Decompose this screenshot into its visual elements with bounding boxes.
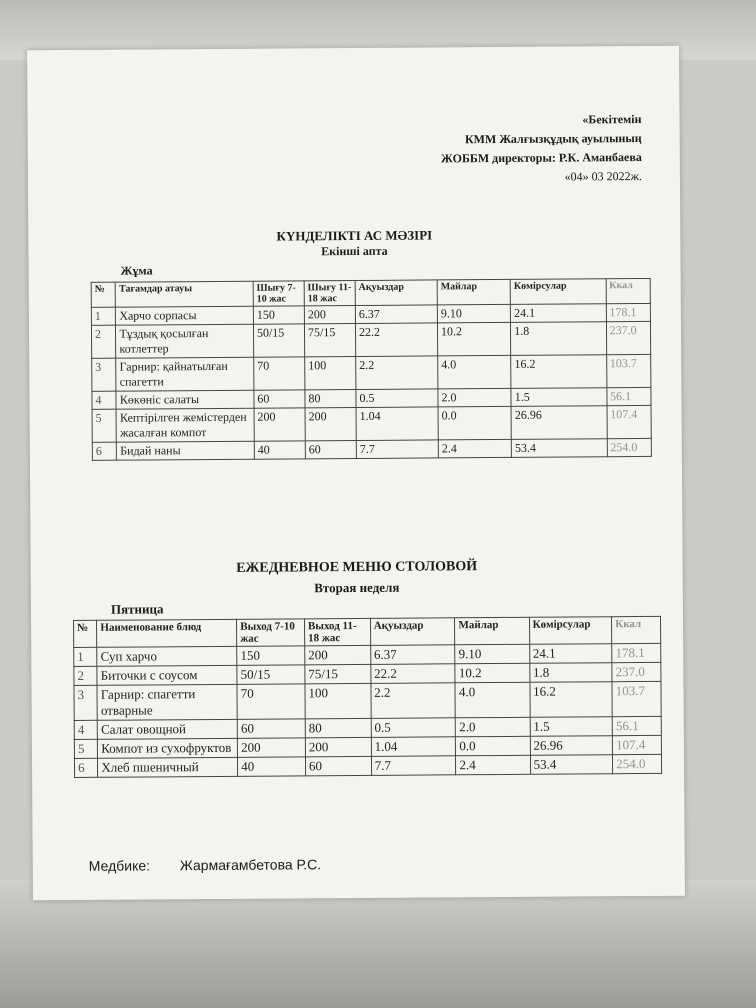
table-cell: 200 xyxy=(305,407,356,440)
table-cell: 107.4 xyxy=(613,735,662,754)
table-cell: 24.1 xyxy=(511,304,606,323)
kz-menu-table xyxy=(91,278,652,461)
table-cell: 200 xyxy=(254,408,305,441)
table-cell: 9.10 xyxy=(437,304,510,323)
kz-day-label: Жұма xyxy=(120,263,153,278)
signature-footer xyxy=(89,856,347,874)
table-cell: 56.1 xyxy=(606,387,651,405)
approval-line-1: «Бекітемін xyxy=(582,111,642,127)
table-cell: 40 xyxy=(238,757,306,776)
kz-header-cell: Ақуыздар xyxy=(355,280,437,306)
table-cell: 4.0 xyxy=(455,682,529,718)
table-cell: 10.2 xyxy=(437,322,510,356)
table-cell: 200 xyxy=(305,645,371,664)
ru-header-cell: Наименование блюд xyxy=(97,619,237,647)
table-cell: 200 xyxy=(304,306,355,324)
table-cell: 2.2 xyxy=(371,683,456,719)
menu-document-page xyxy=(27,46,685,901)
ru-header-cell: Ккал xyxy=(612,616,661,643)
approval-date: «04» 03 2022ж. xyxy=(564,168,642,184)
table-cell: 2.4 xyxy=(456,755,530,775)
table-cell: Хлеб пшеничный xyxy=(98,757,238,777)
table-cell: 1 xyxy=(91,307,116,325)
table-cell: 254.0 xyxy=(607,438,652,456)
table-cell: 107.4 xyxy=(607,405,652,438)
table-cell: 3 xyxy=(74,685,98,720)
ru-header-cell: Выход 11-18 жас xyxy=(304,618,370,645)
table-cell: 1.5 xyxy=(511,388,606,407)
table-cell: 6 xyxy=(74,758,97,777)
nurse-label: Медбике: xyxy=(88,857,151,874)
approval-block xyxy=(441,110,642,187)
table-cell: 80 xyxy=(305,389,356,407)
table-cell: 1.8 xyxy=(511,322,607,356)
table-cell: 0.0 xyxy=(456,736,530,756)
table-cell: Тұздық қосылған котлеттер xyxy=(116,324,254,358)
table-cell: Харчо сорпасы xyxy=(116,306,254,325)
table-cell: 237.0 xyxy=(612,662,661,681)
ru-menu-table xyxy=(73,616,662,778)
table-cell: 2 xyxy=(91,325,116,358)
table-cell: 70 xyxy=(237,684,305,719)
table-cell: 50/15 xyxy=(253,324,304,357)
table-cell: 4 xyxy=(74,720,97,739)
kz-menu-title: КҮНДЕЛІКТІ АС МӘЗІРІ xyxy=(276,227,433,244)
table-cell: 60 xyxy=(305,440,356,458)
table-cell: 50/15 xyxy=(237,665,305,684)
approval-line-3: ЖОББМ директоры: Р.К. Аманбаева xyxy=(440,149,642,166)
table-cell: 26.96 xyxy=(511,406,607,440)
ru-header-cell: Ақуыздар xyxy=(370,618,455,646)
table-cell: 80 xyxy=(305,718,371,737)
table-cell: Бидай наны xyxy=(117,441,255,460)
ru-table-header-row xyxy=(74,616,661,647)
table-cell: 24.1 xyxy=(529,644,612,664)
table-cell: 2.0 xyxy=(456,717,530,737)
table-cell: 200 xyxy=(238,738,306,757)
table-cell: 100 xyxy=(305,683,371,718)
table-row xyxy=(92,438,651,460)
ru-header-cell: Выход 7-10 жас xyxy=(237,619,305,646)
table-cell: 22.2 xyxy=(370,664,455,684)
table-cell: 103.7 xyxy=(606,354,651,387)
table-cell: 56.1 xyxy=(612,716,661,735)
table-cell: Кептірілген жемістерден жасалған компот xyxy=(116,408,254,442)
table-cell: 10.2 xyxy=(455,663,529,683)
table-cell: 60 xyxy=(305,756,371,775)
table-cell: 2.4 xyxy=(438,439,511,458)
table-cell: 70 xyxy=(254,357,305,390)
table-cell: 75/15 xyxy=(304,324,355,357)
table-cell: 16.2 xyxy=(511,355,607,389)
table-cell: 53.4 xyxy=(511,439,606,458)
table-cell: 0.0 xyxy=(438,406,511,440)
table-cell: 9.10 xyxy=(455,644,529,664)
table-cell: 4.0 xyxy=(438,355,511,389)
table-cell: 16.2 xyxy=(530,682,613,718)
kz-table-header-row xyxy=(91,278,650,307)
table-cell: 40 xyxy=(254,441,305,459)
table-cell: Көкөніс салаты xyxy=(116,390,254,409)
table-cell: 26.96 xyxy=(530,736,613,756)
kz-header-cell: Тағамдар атауы xyxy=(116,281,254,307)
table-cell: 178.1 xyxy=(606,303,651,321)
table-cell: 5 xyxy=(74,739,97,758)
ru-menu-subtitle: Вторая неделя xyxy=(314,579,400,596)
table-cell: 2 xyxy=(74,666,97,685)
kz-header-cell: № xyxy=(91,282,116,307)
table-cell: 237.0 xyxy=(606,321,651,354)
kz-header-cell: Көмірсулар xyxy=(510,279,606,305)
table-cell: 53.4 xyxy=(530,755,613,775)
table-cell: 178.1 xyxy=(612,643,661,662)
ru-header-cell: Майлар xyxy=(455,617,529,645)
table-cell: 200 xyxy=(305,737,371,756)
ru-menu-title: ЕЖЕДНЕВНОЕ МЕНЮ СТОЛОВОЙ xyxy=(236,559,478,576)
table-cell: 6 xyxy=(92,442,117,460)
ru-header-cell: № xyxy=(74,620,97,647)
ru-day-label: Пятница xyxy=(110,601,164,617)
table-cell: Суп харчо xyxy=(97,646,237,666)
table-cell: 7.7 xyxy=(371,756,456,776)
table-cell: 5 xyxy=(92,409,117,442)
table-cell: Гарнир: қайнатылған спагетти xyxy=(116,357,254,391)
kz-menu-subtitle: Екінші апта xyxy=(321,243,388,259)
table-cell: 1.04 xyxy=(356,407,438,441)
table-cell: 254.0 xyxy=(613,754,662,773)
table-cell: 3 xyxy=(92,358,117,391)
approval-line-2: КММ Жалғызқұдық ауылының xyxy=(464,130,642,147)
table-cell: 2.0 xyxy=(438,388,511,407)
table-row xyxy=(91,321,650,358)
kz-header-cell: Майлар xyxy=(437,279,510,305)
table-cell: 150 xyxy=(237,646,305,665)
table-row xyxy=(92,405,651,442)
table-cell: 1.8 xyxy=(529,663,612,683)
table-cell: 1.04 xyxy=(371,737,456,757)
table-cell: 75/15 xyxy=(305,664,371,683)
table-cell: Биточки с соусом xyxy=(97,665,237,685)
table-row xyxy=(92,354,651,391)
kz-header-cell: Шығу 7-10 жас xyxy=(253,281,304,306)
table-cell: 4 xyxy=(92,391,117,409)
table-cell: 2.2 xyxy=(356,356,438,390)
table-cell: 103.7 xyxy=(612,681,661,716)
table-cell: 1.5 xyxy=(530,717,613,737)
table-cell: Гарнир: спагетти отварные xyxy=(97,684,237,720)
ru-header-cell: Көмірсулар xyxy=(529,617,612,645)
table-cell: 7.7 xyxy=(356,440,438,459)
table-cell: 0.5 xyxy=(371,718,456,738)
kz-header-cell: Шығу 11-18 жас xyxy=(304,281,355,306)
table-row xyxy=(74,754,661,777)
table-row xyxy=(74,681,661,720)
table-cell: 6.37 xyxy=(355,305,437,324)
table-cell: Компот из сухофруктов xyxy=(98,738,238,758)
kz-header-cell: Ккал xyxy=(606,278,651,303)
table-cell: 1 xyxy=(74,647,97,666)
table-cell: Салат овощной xyxy=(98,719,238,739)
table-cell: 60 xyxy=(254,390,305,408)
table-cell: 100 xyxy=(305,356,356,389)
table-cell: 22.2 xyxy=(355,323,437,357)
table-cell: 0.5 xyxy=(356,389,438,408)
table-cell: 60 xyxy=(237,719,305,738)
nurse-name: Жармағамбетова Р.С. xyxy=(179,856,322,874)
table-cell: 6.37 xyxy=(370,645,455,665)
table-cell: 150 xyxy=(253,306,304,324)
